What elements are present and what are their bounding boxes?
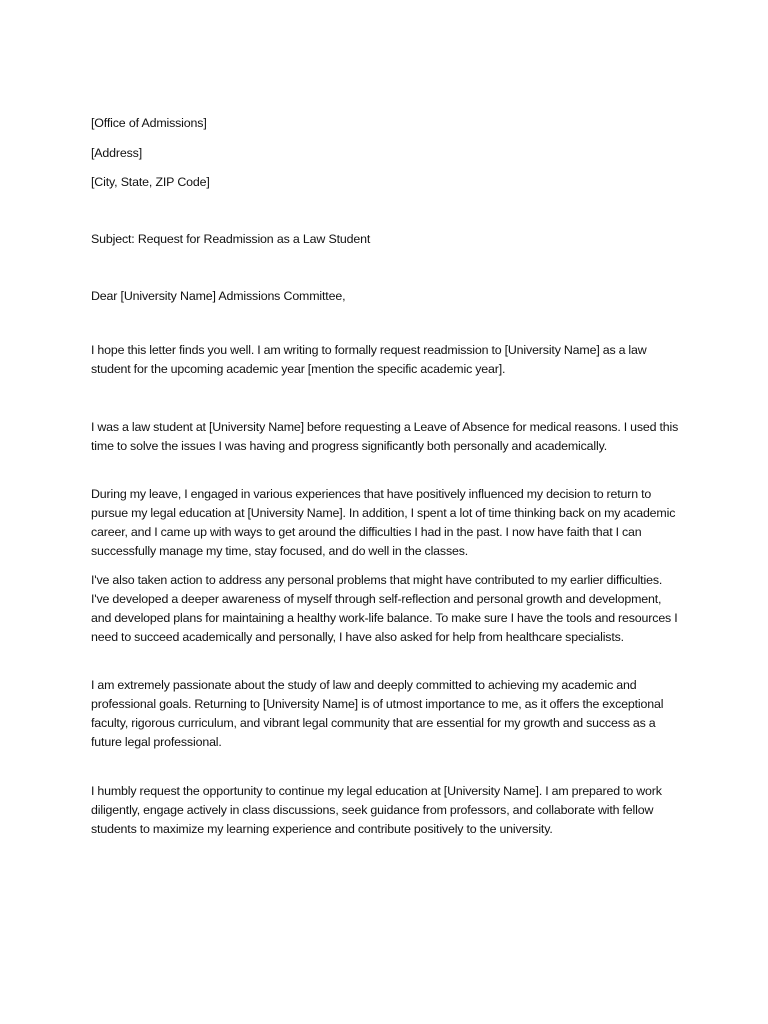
subject-line: Subject: Request for Readmission as a Law Student: [91, 232, 371, 246]
paragraph-5: [91, 676, 683, 782]
recipient-city-row: [91, 173, 683, 230]
paragraph-2: [91, 418, 683, 485]
recipient-address-row: [91, 144, 683, 174]
recipient-office: [Office of Admissions]: [91, 116, 207, 130]
recipient-city-state-zip: [City, State, ZIP Code]: [91, 175, 210, 189]
recipient-office-row: [91, 114, 683, 144]
paragraph-text: I humbly request the opportunity to continue my legal education at [University Name]. I am prepared to work diligently, engage actively in class discussions, seek guidance from professors, and collaborate with fellow students to maximize my learning experience and contribute positively to the university.: [91, 784, 662, 836]
paragraph-6: [91, 782, 683, 839]
paragraph-text: During my leave, I engaged in various experiences that have positively influenced my decision to return to pursue my legal education at [University Name]. In addition, I spent a lot of time thinking back on my academic career, and I came up with ways to get around the difficulties I had in the past. I now have faith that I can successfully manage my time, stay focused, and do well in the classes.: [91, 487, 676, 558]
paragraph-text: I was a law student at [University Name] before requesting a Leave of Absence for medical reasons. I used this time to solve the issues I was having and progress significantly both personally and academically.: [91, 420, 679, 453]
salutation: Dear [University Name] Admissions Committee,: [91, 289, 346, 303]
letter-page: [91, 114, 683, 839]
paragraph-text: I hope this letter finds you well. I am writing to formally request readmission to [University Name] as a law student for the upcoming academic year [mention the specific academic year].: [91, 343, 647, 376]
recipient-address: [Address]: [91, 145, 142, 160]
paragraph-1: [91, 341, 683, 418]
subject-row: [91, 230, 683, 287]
paragraph-text: I've also taken action to address any personal problems that might have contributed to my earlier difficulties. I've developed a deeper awareness of myself through self-reflection and personal growth and development, and developed plans for maintaining a healthy work-life balance. To make sure I have the tools and resources I need to succeed academically and personally, I have also asked for help from healthcare specialists.: [91, 573, 678, 644]
paragraph-text: I am extremely passionate about the study of law and deeply committed to achieving my academic and professional goals. Returning to [University Name] is of utmost importance to me, as it offers the exceptional faculty, rigorous curriculum, and vibrant legal community that are essential for my growth and success as a future legal professional.: [91, 678, 664, 749]
paragraph-4: [91, 571, 683, 676]
paragraph-3: [91, 485, 683, 571]
salutation-row: [91, 287, 683, 341]
